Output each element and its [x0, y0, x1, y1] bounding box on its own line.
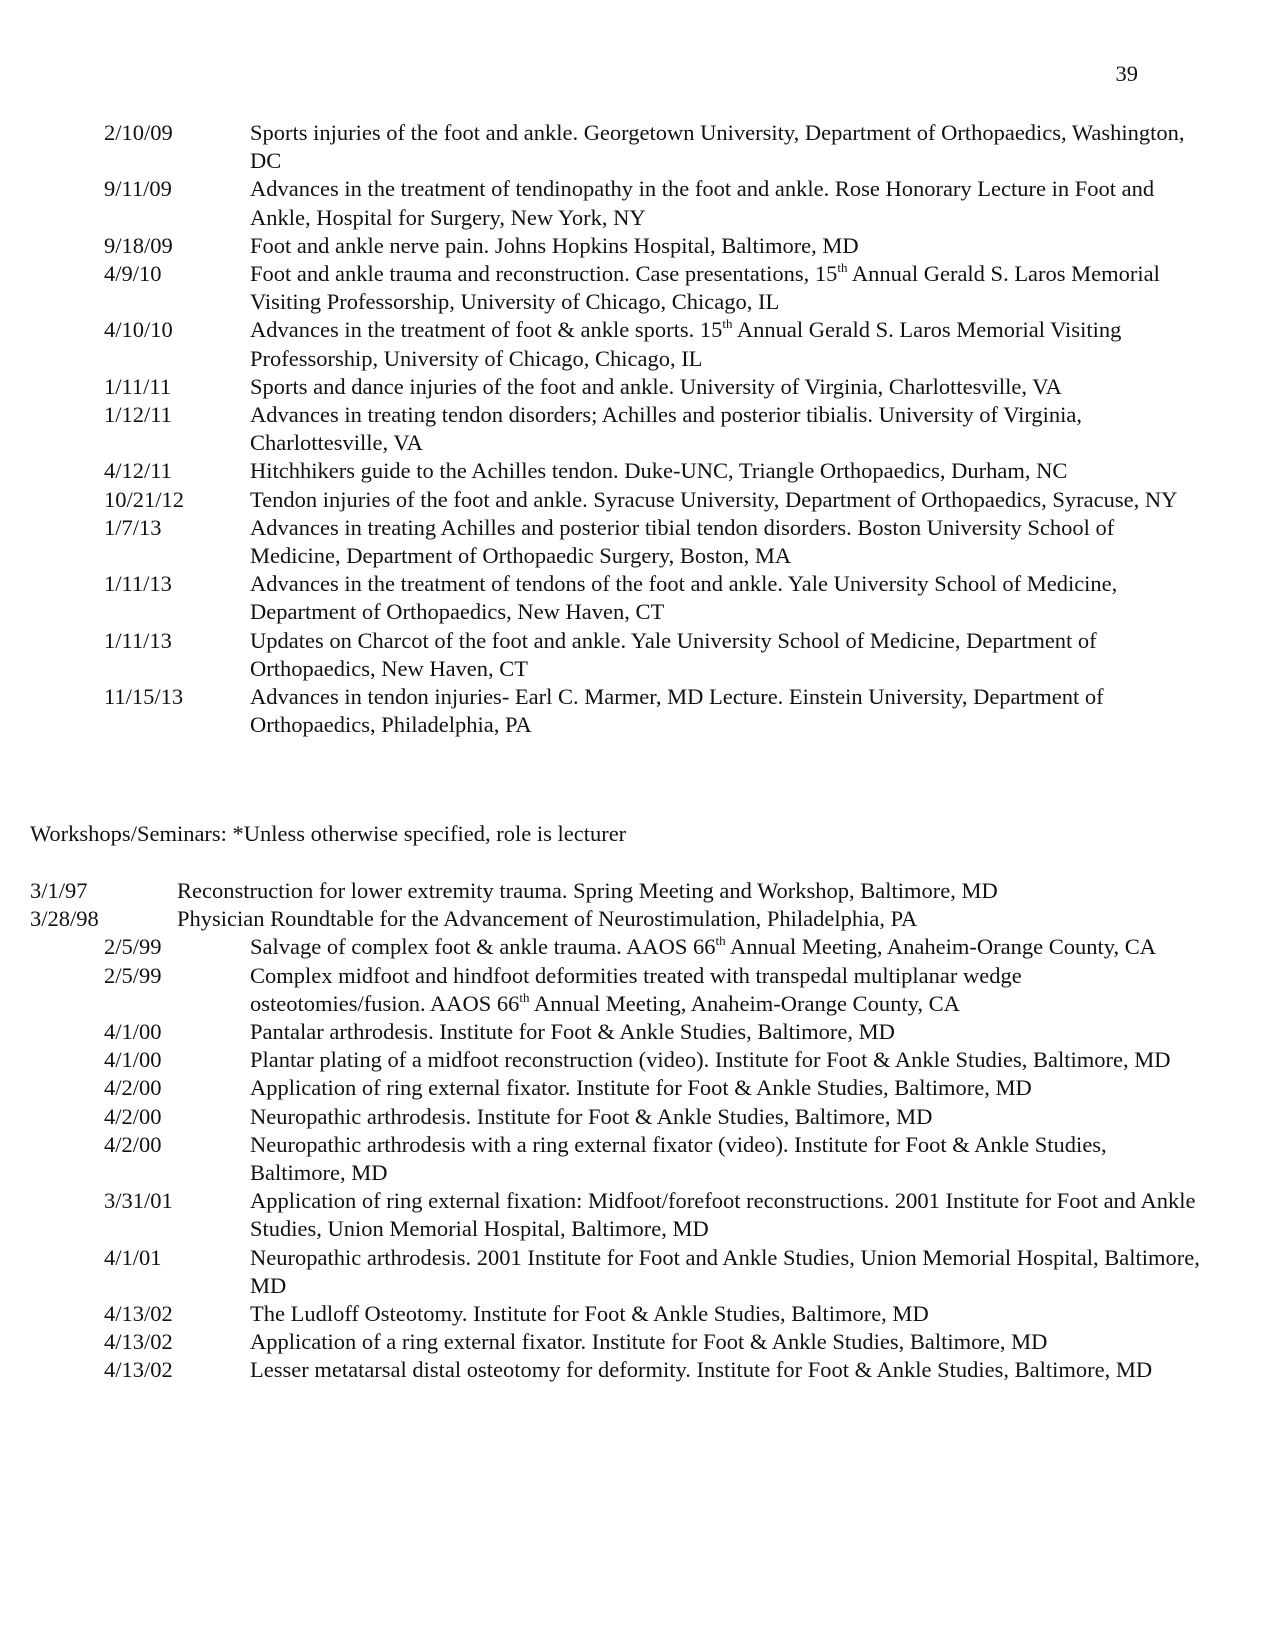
entry-date: 4/10/10 [104, 317, 173, 343]
entry-text: Neuropathic arthrodesis. Institute for Foot & Ankle Studies, Baltimore, MD [250, 1103, 933, 1129]
entry-text: Plantar plating of a midfoot reconstruction (video). Institute for Foot & Ankle Studies, Baltimore, MD [250, 1047, 1171, 1073]
list-item [0, 1356, 1275, 1384]
list-item [0, 1300, 1275, 1328]
entry-text: Foot and ankle nerve pain. Johns Hopkins Hospital, Baltimore, MD [250, 232, 859, 258]
list-item [0, 627, 1275, 683]
entry-date: 4/2/00 [104, 1103, 162, 1129]
entry-text-part: Annual Gerald S. Laros Memorial Visiting Professorship, University of Chicago, Chicago, IL [250, 317, 1122, 371]
entry-text-part: Complex midfoot and hindfoot deformities treated with transpedal multiplanar wedge osteotomies/fusion. AAOS 66 [250, 962, 1022, 1016]
entry-date: 4/2/00 [104, 1131, 162, 1157]
list-item [0, 401, 1275, 457]
entry-date: 2/5/99 [104, 962, 162, 988]
entry-text [250, 933, 1200, 961]
entry-text-part: Advances in the treatment of foot & ankle sports. 15 [250, 317, 723, 343]
ordinal-suffix: th [519, 989, 530, 1005]
section-heading: Workshops/Seminars: *Unless otherwise specified, role is lecturer [30, 821, 627, 846]
entry-text [250, 260, 1200, 316]
list-item [0, 570, 1275, 626]
entry-text: Pantalar arthrodesis. Institute for Foot & Ankle Studies, Baltimore, MD [250, 1019, 895, 1045]
entry-date: 4/12/11 [104, 458, 172, 484]
entry-text: Advances in the treatment of tendons of the foot and ankle. Yale University School of Medicine, Department of Orthopaedics, New Haven, CT [250, 571, 1118, 625]
entry-date: 10/21/12 [104, 486, 185, 512]
ordinal-suffix: th [715, 933, 726, 949]
entry-text: Sports injuries of the foot and ankle. Georgetown University, Department of Orthopaedics, Washington, DC [250, 120, 1185, 174]
entry-date: 4/1/00 [104, 1047, 162, 1073]
ordinal-suffix: th [837, 260, 848, 276]
entry-text: Sports and dance injuries of the foot and ankle. University of Virginia, Charlottesville, VA [250, 373, 1062, 399]
list-item [0, 1244, 1275, 1300]
entry-date: 1/11/11 [104, 373, 172, 399]
entry-date: 1/12/11 [104, 402, 172, 428]
entry-date: 9/11/09 [104, 176, 172, 202]
entry-text [250, 962, 1200, 1018]
entry-date: 1/7/13 [104, 514, 162, 540]
entry-text: Neuropathic arthrodesis. 2001 Institute for Foot and Ankle Studies, Union Memorial Hospital, Baltimore, MD [250, 1244, 1200, 1298]
entry-text: Advances in treating tendon disorders; Achilles and posterior tibialis. University of Virginia, Charlottesville, VA [250, 402, 1083, 456]
list-item [0, 373, 1275, 401]
list-item [0, 962, 1275, 1018]
list-item [0, 683, 1275, 739]
page-number: 39 [1115, 61, 1138, 86]
workshop-list [0, 877, 1275, 1385]
entry-text: Hitchhikers guide to the Achilles tendon. Duke-UNC, Triangle Orthopaedics, Durham, NC [250, 458, 1068, 484]
entry-text: Tendon injuries of the foot and ankle. Syracuse University, Department of Orthopaedics, Syracuse, NY [250, 486, 1178, 512]
entry-text: The Ludloff Osteotomy. Institute for Foot & Ankle Studies, Baltimore, MD [250, 1301, 929, 1327]
entry-date: 11/15/13 [104, 684, 184, 710]
entry-text: Advances in the treatment of tendinopathy in the foot and ankle. Rose Honorary Lecture in Foot and Ankle, Hospital for Surgery, New York, NY [250, 176, 1155, 230]
entry-date: 4/9/10 [104, 261, 162, 287]
list-item [0, 316, 1275, 372]
entry-text: Application of ring external fixation: Midfoot/forefoot reconstructions. 2001 Institute for Foot and Ankle Studies, Union Memorial Hospital, Baltimore, MD [250, 1188, 1196, 1242]
entry-text [250, 316, 1200, 372]
entry-text: Advances in treating Achilles and posterior tibial tendon disorders. Boston University School of Medicine, Department of Orthopaedic Surgery, Boston, MA [250, 514, 1115, 569]
entry-text: Updates on Charcot of the foot and ankle. Yale University School of Medicine, Department of Orthopaedics, New Haven, CT [250, 627, 1097, 681]
list-item [0, 486, 1275, 514]
entry-text: Application of a ring external fixator. Institute for Foot & Ankle Studies, Baltimore, MD [250, 1329, 1048, 1355]
entry-date: 2/5/99 [104, 934, 162, 960]
entry-text: Advances in tendon injuries- Earl C. Marmer, MD Lecture. Einstein University, Department of Orthopaedics, Philadelphia, PA [250, 684, 1104, 738]
list-item [0, 457, 1275, 485]
list-item [0, 1074, 1275, 1102]
entry-date: 1/11/13 [104, 571, 172, 597]
entry-date: 4/1/00 [104, 1019, 162, 1045]
entry-date: 4/13/02 [104, 1357, 173, 1383]
entry-text: Reconstruction for lower extremity trauma. Spring Meeting and Workshop, Baltimore, MD [177, 878, 998, 903]
list-item [0, 119, 1275, 175]
lecture-list [0, 119, 1275, 739]
entry-date: 4/13/02 [104, 1329, 173, 1355]
entry-date: 3/31/01 [104, 1188, 173, 1214]
entry-date: 9/18/09 [104, 232, 173, 258]
list-item [0, 1046, 1275, 1074]
entry-date: 3/1/97 [30, 878, 88, 903]
entry-text-part: Foot and ankle trauma and reconstruction. Case presentations, 15 [250, 261, 838, 287]
list-item [0, 1328, 1275, 1356]
list-item [0, 1018, 1275, 1046]
list-item [0, 933, 1275, 961]
entry-text: Neuropathic arthrodesis with a ring external fixator (video). Institute for Foot & Ankle Studies, Baltimore, MD [250, 1131, 1107, 1186]
list-item [0, 1187, 1275, 1243]
entry-date: 3/28/98 [30, 906, 99, 932]
list-item [0, 232, 1275, 260]
list-item [0, 1131, 1275, 1187]
entry-text-part: Salvage of complex foot & ankle trauma. AAOS 66 [250, 934, 716, 960]
list-item [0, 514, 1275, 570]
list-item [0, 1103, 1275, 1131]
entry-text-part: Annual Meeting, Anaheim-Orange County, CA [529, 990, 960, 1016]
entry-date: 4/13/02 [104, 1301, 173, 1327]
entry-text: Application of ring external fixator. Institute for Foot & Ankle Studies, Baltimore, MD [250, 1075, 1032, 1101]
entry-text-part: Annual Meeting, Anaheim-Orange County, CA [725, 934, 1157, 960]
entry-date: 1/11/13 [104, 627, 172, 653]
ordinal-suffix: th [722, 316, 733, 332]
entry-text: Lesser metatarsal distal osteotomy for deformity. Institute for Foot & Ankle Studies, Baltimore, MD [250, 1357, 1153, 1383]
entry-date: 4/2/00 [104, 1075, 162, 1101]
list-item [0, 905, 1275, 933]
list-item [0, 175, 1275, 231]
list-item [0, 877, 1275, 905]
list-item [0, 260, 1275, 316]
entry-text: Physician Roundtable for the Advancement of Neurostimulation, Philadelphia, PA [177, 906, 918, 932]
entry-text-part: Annual Gerald S. Laros Memorial Visiting Professorship, University of Chicago, Chicago, IL [250, 261, 1160, 315]
entry-date: 2/10/09 [104, 120, 173, 145]
entry-date: 4/1/01 [104, 1244, 162, 1270]
